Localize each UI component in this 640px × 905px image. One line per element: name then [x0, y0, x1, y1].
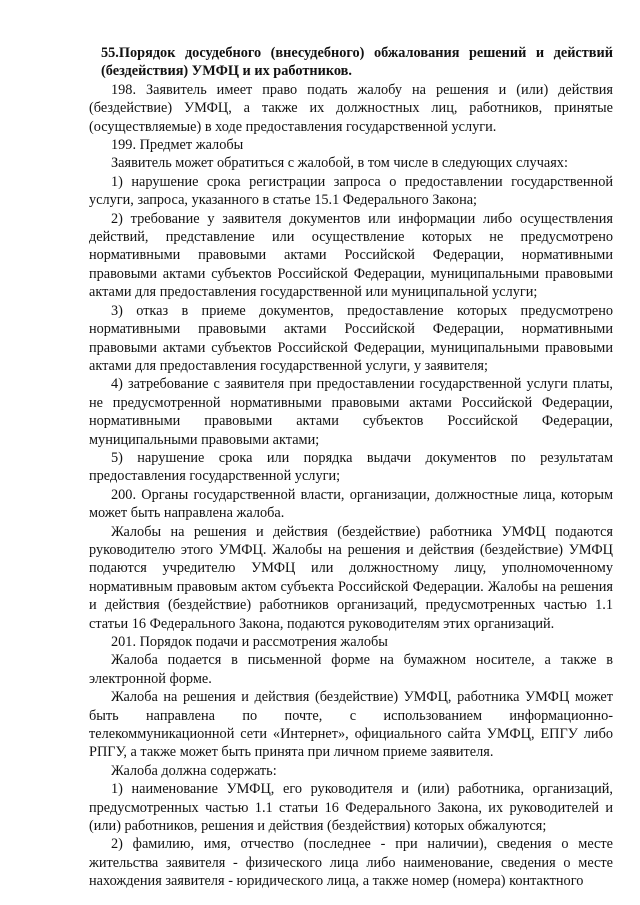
paragraph-complaint-contents: Жалоба должна содержать:	[111, 762, 277, 779]
list-item-5: 5) нарушение срока или порядка выдачи документов по результатам предоставления государственной услуги;	[89, 449, 613, 485]
paragraph-intro-cases: Заявитель может обратиться с жалобой, в том числе в следующих случаях:	[111, 155, 568, 172]
paragraph-200: 200. Органы государственной власти, организации, должностные лица, которым может быть направлена жалоба.	[89, 486, 613, 522]
list-item-4: 4) затребование с заявителя при предоставлении государственной услуги платы, не предусмотренной нормативными правовыми актами Российской Федерации, нормативными правовыми актами субъектов Российской Федерации, муниципальными правовыми актами;	[89, 376, 613, 448]
paragraph-complaint-form: Жалоба подается в письменной форме на бумажном носителе, а также в электронной форме.	[89, 652, 613, 687]
list-item-2: 2) требование у заявителя документов или информации либо осуществления действий, представление или осуществление которых не предусмотрено нормативными правовыми актами Российской Федерации, нормативными правовыми актами субъектов Российской Федерации, муниципальными правовыми актами для предоставления государственной или муниципальной услуги;	[89, 210, 613, 301]
contents-item-2: 2) фамилию, имя, отчество (последнее - при наличии), сведения о месте жительства заявителя - физического лица либо наименование, сведения о месте нахождения заявителя - юридического лица, а также номер (номера) контактного	[89, 836, 613, 890]
contents-item-1: 1) наименование УМФЦ, его руководителя и (или) работника, организаций, предусмотренных частью 1.1 статьи 16 Федерального Закона, их руководителей и (или) работников, решения и действия (бездействия) которых обжалуются;	[89, 781, 613, 835]
section-title: 55.Порядок досудебного (внесудебного) обжалования решений и действий (бездействия) УМФЦ и их работников.	[101, 45, 613, 80]
paragraph-198: 198. Заявитель имеет право подать жалобу на решения и (или) действия (бездействие) УМФЦ, а также их должностных лиц, работников, принятые (осуществляемые) в ходе предоставления государственной услуги.	[89, 81, 613, 135]
paragraph-201: 201. Порядок подачи и рассмотрения жалобы	[111, 634, 388, 650]
paragraph-complaint-addressees: Жалобы на решения и действия (бездействие) работника УМФЦ подаются руководителю этого УМФЦ. Жалобы на решения и действия (бездействие) УМФЦ подаются учредителю УМФЦ или должностному лицу, уполномоченному нормативным правовым актом субъекта Российской Федерации. Жалобы на решения и действия (бездействие) работников организаций, предусмотренных частью 1.1 статьи 16 Федерального Закона, подаются руководителям этих организаций.	[89, 523, 613, 632]
list-item-3: 3) отказ в приеме документов, предоставление которых предусмотрено нормативными правовыми актами Российской Федерации, нормативными правовыми актами субъектов Российской Федерации, муниципальными правовыми актами для предоставления государственной услуги, у заявителя;	[89, 302, 613, 374]
paragraph-complaint-channels: Жалоба на решения и действия (бездействие) УМФЦ, работника УМФЦ может быть направлена по почте, с использованием информационно-телекоммуникационной сети «Интернет», официального сайта УМФЦ, ЕПГУ либо РПГУ, а также может быть принята при личном приеме заявителя.	[89, 689, 613, 761]
paragraph-199: 199. Предмет жалобы	[111, 137, 244, 154]
list-item-1: 1) нарушение срока регистрации запроса о предоставлении государственной услуги, запроса, указанного в статье 15.1 Федерального Закона;	[89, 173, 613, 209]
